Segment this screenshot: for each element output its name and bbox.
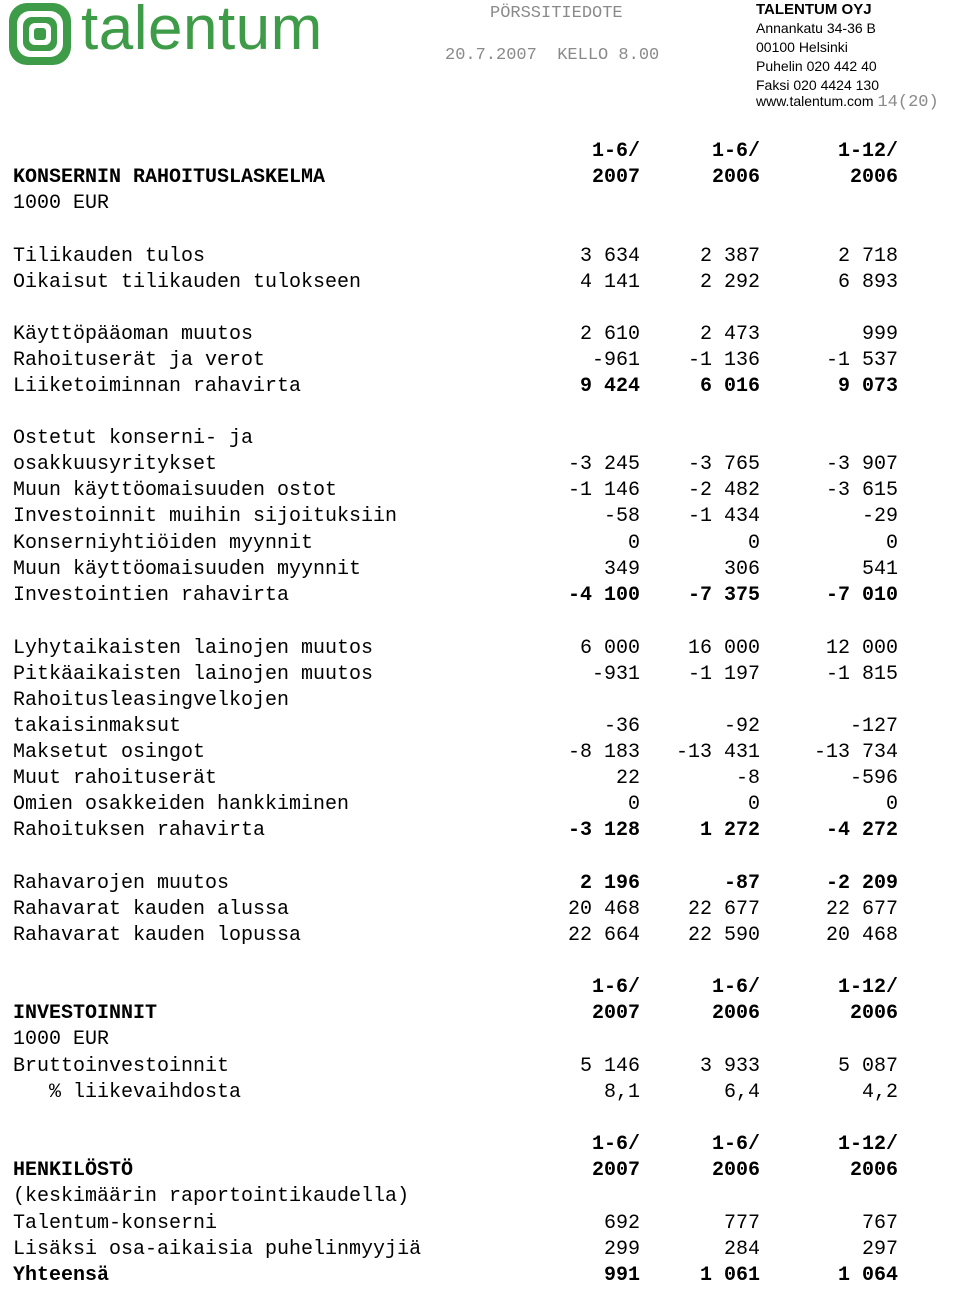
cell-value: 1-12/ bbox=[837, 140, 898, 163]
cell-value: 1 061 bbox=[699, 1264, 760, 1287]
cell-value: -87 bbox=[723, 872, 760, 895]
cashflow-row bbox=[13, 270, 898, 296]
cell-value: -13 734 bbox=[813, 741, 898, 764]
section-title-row bbox=[13, 1001, 898, 1027]
cell-value: -58 bbox=[603, 505, 640, 528]
row-label: 1000 EUR bbox=[13, 192, 110, 215]
cell-value: 2007 bbox=[591, 1159, 640, 1182]
row-label: takaisinmaksut bbox=[13, 715, 182, 738]
page-number: 14(20) bbox=[877, 93, 939, 112]
website-row bbox=[756, 93, 939, 112]
cell-value: 1-6/ bbox=[711, 1133, 760, 1156]
cell-value: 3 634 bbox=[579, 245, 640, 268]
cell-value: 0 bbox=[747, 532, 760, 555]
row-label: INVESTOINNIT bbox=[13, 1002, 158, 1025]
cell-value: -1 197 bbox=[687, 663, 760, 686]
row-label: Lisäksi osa-aikaisia puhelinmyyjiä bbox=[13, 1238, 422, 1261]
row-label: Liiketoiminnan rahavirta bbox=[13, 375, 302, 398]
cell-value: 2 387 bbox=[699, 245, 760, 268]
cashflow-row bbox=[13, 740, 898, 766]
cell-value: 1-6/ bbox=[591, 1133, 640, 1156]
unit-row bbox=[13, 191, 898, 217]
cell-value: 0 bbox=[885, 793, 898, 816]
cell-value: -1 434 bbox=[687, 505, 760, 528]
cell-value: -2 209 bbox=[825, 872, 898, 895]
cashflow-row bbox=[13, 426, 898, 452]
cell-value: 1 064 bbox=[837, 1264, 898, 1287]
row-label: Lyhytaikaisten lainojen muutos bbox=[13, 637, 374, 660]
cell-value: 692 bbox=[603, 1212, 640, 1235]
cell-value: 0 bbox=[627, 793, 640, 816]
personnel-row bbox=[13, 1237, 898, 1263]
cell-value: -1 815 bbox=[825, 663, 898, 686]
cashflow-row bbox=[13, 818, 898, 844]
cell-value: 0 bbox=[885, 532, 898, 555]
cell-value: -4 100 bbox=[567, 584, 640, 607]
company-website-link[interactable]: www.talentum.com bbox=[756, 93, 874, 109]
cell-value: 1-12/ bbox=[837, 976, 898, 999]
row-label: Rahavarojen muutos bbox=[13, 872, 230, 895]
row-label: Omien osakkeiden hankkiminen bbox=[13, 793, 350, 816]
cell-value: -7 375 bbox=[687, 584, 760, 607]
row-label: Tilikauden tulos bbox=[13, 245, 206, 268]
logo-text: talentum bbox=[81, 0, 323, 63]
row-label: Oikaisut tilikauden tulokseen bbox=[13, 271, 362, 294]
column-period-header bbox=[13, 1132, 898, 1158]
cell-value: 1-6/ bbox=[591, 140, 640, 163]
investment-row bbox=[13, 1080, 898, 1106]
column-period-header bbox=[13, 139, 898, 165]
cell-value: 1-12/ bbox=[837, 1133, 898, 1156]
cell-value: -2 482 bbox=[687, 479, 760, 502]
cell-value: 6 000 bbox=[579, 637, 640, 660]
cell-value: 1-6/ bbox=[591, 976, 640, 999]
cell-value: -1 537 bbox=[825, 349, 898, 372]
cell-value: -961 bbox=[591, 349, 640, 372]
cell-value: 299 bbox=[603, 1238, 640, 1261]
cell-value: 22 677 bbox=[825, 898, 898, 921]
cashflow-row bbox=[13, 636, 898, 662]
row-label: Rahavarat kauden lopussa bbox=[13, 924, 302, 947]
row-label: Konserniyhtiöiden myynnit bbox=[13, 532, 314, 555]
section-title-row bbox=[13, 165, 898, 191]
cell-value: -3 615 bbox=[825, 479, 898, 502]
cell-value: 2006 bbox=[711, 1159, 760, 1182]
cell-value: 777 bbox=[723, 1212, 760, 1235]
cell-value: 22 664 bbox=[567, 924, 640, 947]
company-info bbox=[756, 0, 879, 95]
cell-value: 20 468 bbox=[825, 924, 898, 947]
cell-value: 4 141 bbox=[579, 271, 640, 294]
cell-value: 991 bbox=[603, 1264, 640, 1287]
cell-value: -931 bbox=[591, 663, 640, 686]
unit-row bbox=[13, 1027, 898, 1053]
cell-value: 2006 bbox=[711, 166, 760, 189]
row-label: Maksetut osingot bbox=[13, 741, 206, 764]
company-address: Annankatu 34-36 B bbox=[756, 20, 876, 36]
cell-value: 22 590 bbox=[687, 924, 760, 947]
row-label: osakkuusyritykset bbox=[13, 453, 218, 476]
row-label: Talentum-konserni bbox=[13, 1212, 218, 1235]
cashflow-row bbox=[13, 557, 898, 583]
row-label: Rahavarat kauden alussa bbox=[13, 898, 290, 921]
cell-value: 12 000 bbox=[825, 637, 898, 660]
cell-value: -8 183 bbox=[567, 741, 640, 764]
cell-value: 284 bbox=[723, 1238, 760, 1261]
cell-value: 2 610 bbox=[579, 323, 640, 346]
cell-value: 2007 bbox=[591, 166, 640, 189]
cashflow-row bbox=[13, 504, 898, 530]
row-label: Rahoituksen rahavirta bbox=[13, 819, 266, 842]
row-label: Käyttöpääoman muutos bbox=[13, 323, 254, 346]
cell-value: 22 677 bbox=[687, 898, 760, 921]
row-label: Pitkäaikaisten lainojen muutos bbox=[13, 663, 374, 686]
cashflow-row bbox=[13, 244, 898, 270]
row-label: Investointien rahavirta bbox=[13, 584, 290, 607]
cell-value: 2007 bbox=[591, 1002, 640, 1025]
company-postal: 00100 Helsinki bbox=[756, 39, 848, 55]
cashflow-row bbox=[13, 662, 898, 688]
cell-value: -3 245 bbox=[567, 453, 640, 476]
row-label: Ostetut konserni- ja bbox=[13, 427, 254, 450]
cashflow-row bbox=[13, 871, 898, 897]
cell-value: 297 bbox=[861, 1238, 898, 1261]
company-fax: Faksi 020 4424 130 bbox=[756, 77, 879, 93]
cell-value: -29 bbox=[861, 505, 898, 528]
cell-value: -1 136 bbox=[687, 349, 760, 372]
cashflow-row bbox=[13, 688, 898, 714]
cell-value: 2 196 bbox=[579, 872, 640, 895]
cell-value: 20 468 bbox=[567, 898, 640, 921]
cell-value: -127 bbox=[849, 715, 898, 738]
cashflow-row bbox=[13, 374, 898, 400]
cell-value: -8 bbox=[735, 767, 760, 790]
cell-value: 6 893 bbox=[837, 271, 898, 294]
cell-value: 1 272 bbox=[699, 819, 760, 842]
cell-value: 2006 bbox=[849, 166, 898, 189]
cashflow-row bbox=[13, 583, 898, 609]
cashflow-row bbox=[13, 452, 898, 478]
cell-value: -92 bbox=[723, 715, 760, 738]
cell-value: 2006 bbox=[849, 1159, 898, 1182]
cell-value: -13 431 bbox=[675, 741, 760, 764]
cell-value: 1-6/ bbox=[711, 140, 760, 163]
row-label: HENKILÖSTÖ bbox=[13, 1159, 134, 1182]
cell-value: 9 424 bbox=[579, 375, 640, 398]
cell-value: 22 bbox=[615, 767, 640, 790]
cell-value: 349 bbox=[603, 558, 640, 581]
cell-value: 306 bbox=[723, 558, 760, 581]
cell-value: 767 bbox=[861, 1212, 898, 1235]
cell-value: 5 146 bbox=[579, 1055, 640, 1078]
cashflow-row bbox=[13, 322, 898, 348]
personnel-row bbox=[13, 1211, 898, 1237]
cashflow-row bbox=[13, 714, 898, 740]
cell-value: 6 016 bbox=[699, 375, 760, 398]
cell-value: 2 473 bbox=[699, 323, 760, 346]
cell-value: 0 bbox=[747, 793, 760, 816]
cell-value: -3 128 bbox=[567, 819, 640, 842]
company-name: TALENTUM OYJ bbox=[756, 1, 872, 18]
talentum-logo-icon bbox=[8, 2, 72, 66]
row-label: Investoinnit muihin sijoituksiin bbox=[13, 505, 398, 528]
company-logo bbox=[8, 2, 360, 68]
investment-row bbox=[13, 1054, 898, 1080]
personnel-row bbox=[13, 1263, 898, 1289]
cell-value: 9 073 bbox=[837, 375, 898, 398]
cashflow-row bbox=[13, 478, 898, 504]
row-label: Rahoitusleasingvelkojen bbox=[13, 689, 290, 712]
cell-value: 541 bbox=[861, 558, 898, 581]
cashflow-row bbox=[13, 348, 898, 374]
cell-value: 2006 bbox=[849, 1002, 898, 1025]
cell-value: -7 010 bbox=[825, 584, 898, 607]
column-period-header bbox=[13, 975, 898, 1001]
cell-value: 999 bbox=[861, 323, 898, 346]
cell-value: -1 146 bbox=[567, 479, 640, 502]
row-label: Muun käyttöomaisuuden ostot bbox=[13, 479, 338, 502]
cashflow-row bbox=[13, 531, 898, 557]
cell-value: -3 765 bbox=[687, 453, 760, 476]
cell-value: 4,2 bbox=[861, 1081, 898, 1104]
subtitle-row bbox=[13, 1184, 898, 1210]
cell-value: 8,1 bbox=[603, 1081, 640, 1104]
cell-value: -3 907 bbox=[825, 453, 898, 476]
cell-value: 0 bbox=[627, 532, 640, 555]
cell-value: 6,4 bbox=[723, 1081, 760, 1104]
row-label: Muut rahoituserät bbox=[13, 767, 218, 790]
cashflow-row bbox=[13, 792, 898, 818]
cell-value: 16 000 bbox=[687, 637, 760, 660]
row-label: KONSERNIN RAHOITUSLASKELMA bbox=[13, 166, 326, 189]
row-label: Yhteensä bbox=[13, 1264, 110, 1287]
cashflow-row bbox=[13, 897, 898, 923]
cell-value: -596 bbox=[849, 767, 898, 790]
cashflow-row bbox=[13, 766, 898, 792]
document-type: PÖRSSITIEDOTE bbox=[490, 4, 623, 23]
cashflow-row bbox=[13, 923, 898, 949]
section-title-row bbox=[13, 1158, 898, 1184]
cell-value: -36 bbox=[603, 715, 640, 738]
cell-value: 2 718 bbox=[837, 245, 898, 268]
row-label: Rahoituserät ja verot bbox=[13, 349, 266, 372]
release-datetime: 20.7.2007 KELLO 8.00 bbox=[445, 46, 660, 65]
row-label: % liikevaihdosta bbox=[13, 1081, 242, 1104]
cell-value: 5 087 bbox=[837, 1055, 898, 1078]
cell-value: 2 292 bbox=[699, 271, 760, 294]
row-label: Bruttoinvestoinnit bbox=[13, 1055, 230, 1078]
cell-value: 2006 bbox=[711, 1002, 760, 1025]
row-label: (keskimäärin raportointikaudella) bbox=[13, 1185, 410, 1208]
cell-value: 3 933 bbox=[699, 1055, 760, 1078]
row-label: 1000 EUR bbox=[13, 1028, 110, 1051]
cell-value: 1-6/ bbox=[711, 976, 760, 999]
company-phone: Puhelin 020 442 40 bbox=[756, 58, 877, 74]
row-label: Muun käyttöomaisuuden myynnit bbox=[13, 558, 362, 581]
cell-value: -4 272 bbox=[825, 819, 898, 842]
